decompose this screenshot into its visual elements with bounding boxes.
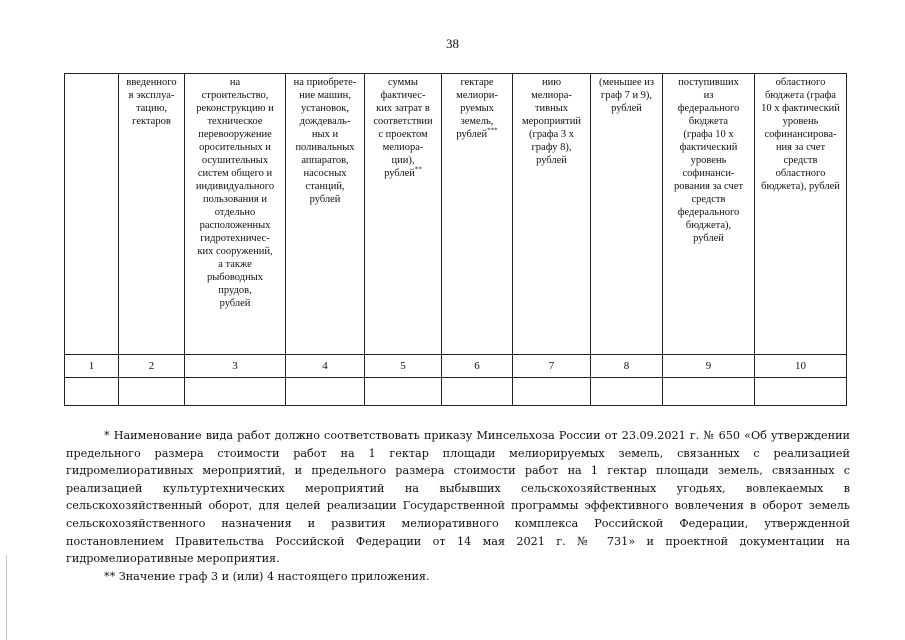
header-text-line: средств [783,155,818,166]
header-text-line: уровень [690,155,727,166]
column-number: 4 [286,355,365,378]
header-text-line: с проектом [378,129,428,140]
empty-cell [185,378,286,406]
header-text-line: введенного [126,77,177,88]
column-number: 1 [65,355,119,378]
header-text-line: гидротехничес- [200,233,270,244]
header-text-line: а также [218,259,252,270]
page-number: 38 [446,36,459,51]
header-text-line: ние машин, [299,90,351,101]
header-text-line: аппаратов, [301,155,349,166]
header-text-line: рублей [309,194,341,205]
header-text-line: бюджета [688,116,729,127]
header-text-line: расположенных [199,220,271,231]
header-text-line: рублей [384,168,415,179]
header-text-line: рыбоводных [207,272,263,283]
header-text-line: рублей [611,103,642,114]
header-text-line: ции), [391,155,415,166]
column-number: 6 [442,355,513,378]
header-text-line: рублей [693,233,724,244]
header-cell-4 [286,74,365,355]
header-text-line: областного [775,77,826,88]
header-text-line: рублей [219,298,251,309]
header-text-line: мелиора- [531,90,572,101]
header-text-line: установок, [300,103,350,114]
header-text-line: (графа 3 х [529,129,574,140]
header-text-line: систем общего и [197,168,273,179]
column-number: 3 [185,355,286,378]
column-number-row [65,355,847,378]
header-cell-5 [365,74,442,355]
header-text-line: мероприятий [522,116,581,127]
header-text-line: прудов, [218,285,252,296]
column-number: 5 [365,355,442,378]
header-text-line: софинанси- [682,168,735,179]
header-text-line: тивных [534,103,569,114]
empty-cell [365,378,442,406]
header-text-line: рублей [536,155,567,166]
header-text-line: нию [541,77,562,88]
header-text-line: бюджета), [685,220,732,231]
header-text-line: графу 8), [531,142,572,153]
header-text-line: на приобрете- [293,77,357,88]
empty-cell [442,378,513,406]
header-text-line: средств [691,194,726,205]
header-text-line: тацию, [135,103,168,114]
header-text-line: бюджета (графа [765,90,836,101]
header-text-line: (графа 10 х [683,129,734,140]
header-text-line: гектаров [132,116,171,127]
header-cell-1 [65,74,119,355]
header-text-line: на [229,77,241,88]
header-text-line: софинансирова- [764,129,837,140]
header-text-line: из [703,90,714,101]
column-number: 7 [513,355,591,378]
header-text-line: федерального [677,103,740,114]
header-text-line: ких сооружений, [197,246,273,257]
header-text-line: в эксплуа- [128,90,175,101]
header-text-line: ких затрат в [376,103,430,114]
header-text-line: перевооружение [198,129,272,140]
header-cell-2 [119,74,185,355]
table-header-row [65,74,847,355]
header-text-line: бюджета), рублей [761,181,840,192]
empty-cell [591,378,663,406]
header-cell-8 [591,74,663,355]
empty-cell [513,378,591,406]
header-text-line: ния за счет [775,142,826,153]
header-text-line: федерального [677,207,740,218]
scan-edge-line [6,555,7,640]
column-number: 8 [591,355,663,378]
header-text-line: руемых [460,103,494,114]
footnote-2: ** Значение граф 3 и (или) 4 настоящего приложения. [104,569,430,583]
header-cell-6 [442,74,513,355]
header-text-line: рублей [456,129,488,140]
header-text-line: ных и [311,129,339,140]
header-text-line: пользования и [203,194,267,205]
header-text-line: поступивших [678,77,739,88]
header-text-line: фактический [679,142,738,153]
report-table [64,73,847,406]
footnotes [66,427,850,585]
column-number: 9 [663,355,755,378]
column-number: 2 [119,355,185,378]
header-text-line: насосных [303,168,347,179]
header-cell-9 [663,74,755,355]
empty-data-row [65,378,847,406]
header-text-line: областного [775,168,826,179]
empty-cell [663,378,755,406]
header-text-line: дождеваль- [299,116,351,127]
header-text-line: фактичес- [380,90,426,101]
footnote-marker: *** [487,126,498,135]
header-cell-3 [185,74,286,355]
header-text-line: 10 х фактический [761,103,840,114]
header-text-line: мелиори- [456,90,498,101]
header-text-line: отдельно [214,207,256,218]
header-text-line: мелиора- [382,142,424,153]
header-text-line: соответствии [373,116,433,127]
header-text-line: земель, [460,116,494,127]
header-text-line: индивидуального [195,181,275,192]
header-text-line: суммы [388,77,418,88]
empty-cell [65,378,119,406]
header-text-line: техническое [207,116,263,127]
header-text-line: уровень [782,116,819,127]
header-text-line: (меньшее из [598,77,654,88]
header-cell-10 [755,74,847,355]
empty-cell [755,378,847,406]
header-text-line: осушительных [201,155,269,166]
header-cell-7 [513,74,591,355]
header-text-line: граф 7 и 9), [600,90,653,101]
empty-cell [119,378,185,406]
header-text-line: гектаре [460,77,494,88]
header-text-line: строительство, [201,90,269,101]
footnote-marker: ** [414,165,422,174]
empty-cell [286,378,365,406]
column-number: 10 [755,355,847,378]
header-text-line: реконструкцию и [196,103,274,114]
header-text-line: рования за счет [673,181,744,192]
header-text-line: поливальных [295,142,355,153]
header-text-line: оросительных и [199,142,271,153]
footnote-1: * Наименование вида работ должно соответствовать приказу Минсельхоза России от 23.09.2021 г. № 650 «Об утверждении предельного размера стоимости работ на 1 гектар площади мелиорируемых земель, связанных с реализацией гидромелиоративных мероприятий, и предельного размера стоимости работ на 1 гектар площади земель, связанных с реализацией культуртехнических мероприятий на выбывших сельскохозяйственных угодьях, вовлекаемых в сельскохозяйственный оборот, для целей реализации Государственной программы эффективного вовлечения в оборот земель сельскохозяйственного назначения и развития мелиоративного комплекса Российской Федерации, утвержденной постановлением Правительства Российской Федерации от 14 мая 2021 г. № 731» и проектной документации на гидромелиоративные мероприятия. [66,429,850,566]
header-text-line: станций, [305,181,345,192]
